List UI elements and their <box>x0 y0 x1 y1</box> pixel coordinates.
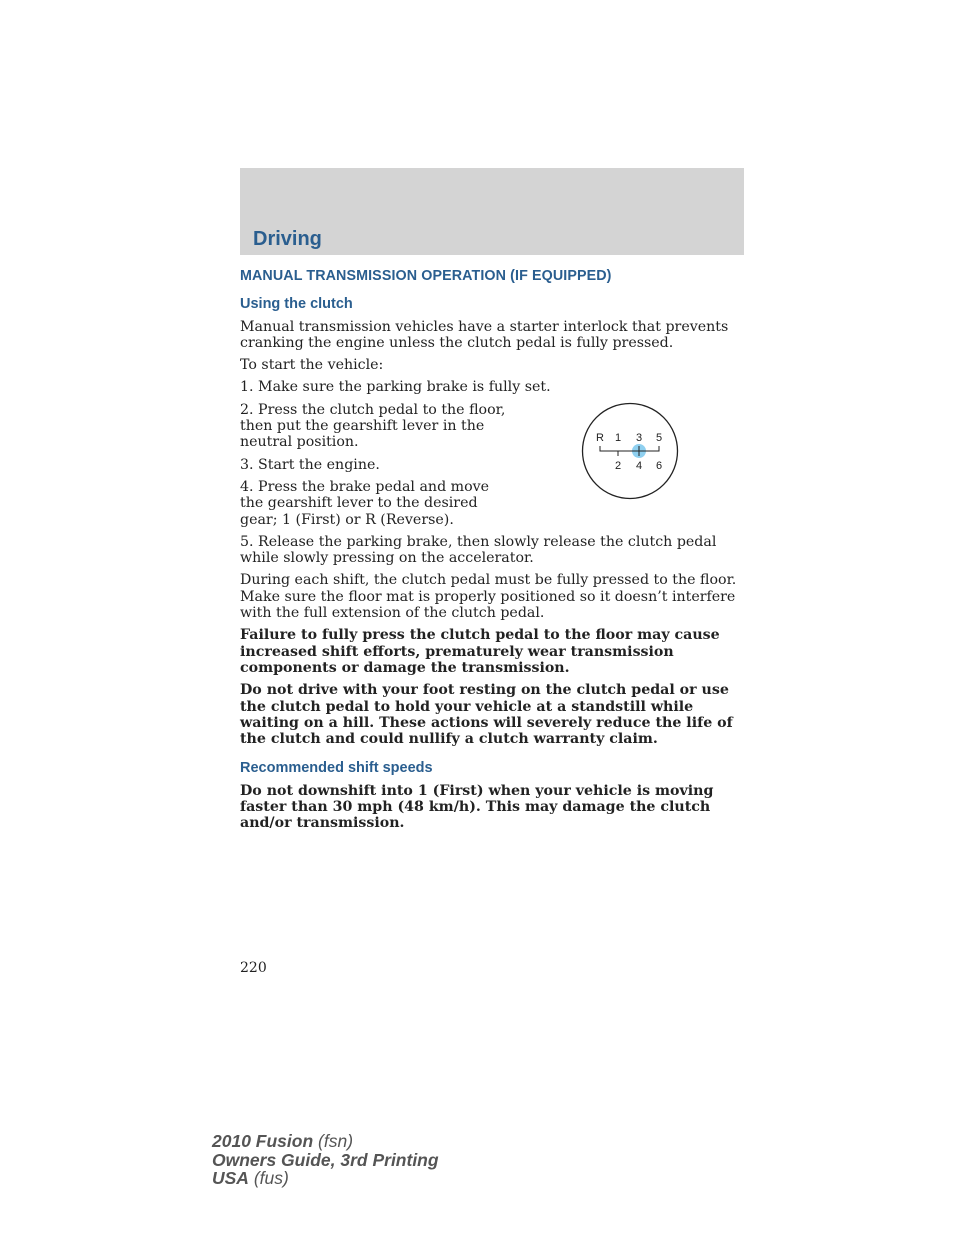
start-label: To start the vehicle: <box>240 357 384 374</box>
warning-clutch-rest: Do not drive with your foot resting on the clutch pedal or use the clutch pedal to hold your vehicle at a standstill while waiting on a hill. These actions will severely reduce the life of the clutch and could nullify a clutch warranty claim. <box>240 682 733 748</box>
section-title: Driving <box>253 228 322 250</box>
subheading-shift-speeds: Recommended shift speeds <box>240 760 433 777</box>
step-4: 4. Press the brake pedal and move the gearshift lever to the desired gear; 1 (First) or R (Reverse). <box>240 478 490 528</box>
document-footer <box>212 1132 439 1188</box>
page-number: 220 <box>240 960 267 976</box>
step-5: 5. Release the parking brake, then slowly release the clutch pedal while slowly pressing on the accelerator. <box>240 533 717 567</box>
gear-label-3: 3 <box>635 431 643 444</box>
footer-line-2: Owners Guide, 3rd Printing <box>212 1149 439 1170</box>
gear-label-2: 2 <box>614 459 622 472</box>
shift-pattern-diagram <box>580 402 680 502</box>
gear-label-1: 1 <box>614 431 622 444</box>
subheading-using-clutch: Using the clutch <box>240 296 353 313</box>
intro-paragraph: Manual transmission vehicles have a starter interlock that prevents cranking the engine unless the clutch pedal is fully pressed. <box>240 318 729 351</box>
warning-clutch-press: Failure to fully press the clutch pedal to the floor may cause increased shift efforts, prematurely wear transmission components or damage the transmission. <box>240 627 720 676</box>
step-3: 3. Start the engine. <box>240 456 380 473</box>
gear-label-6: 6 <box>655 459 663 472</box>
step-1: 1. Make sure the parking brake is fully set. <box>240 379 551 396</box>
gear-label-5: 5 <box>655 431 663 444</box>
step-2: 2. Press the clutch pedal to the floor, then put the gearshift lever in the neutral position. <box>240 401 506 451</box>
gear-label-4: 4 <box>635 459 643 472</box>
steps-with-diagram <box>240 402 745 528</box>
shift-note: During each shift, the clutch pedal must be fully pressed to the floor. Make sure the floor mat is properly positioned so it doesn’t interfere with the full extension of the clutch pedal. <box>240 572 737 622</box>
footer-line-1: 2010 Fusion (fsn) <box>212 1131 354 1151</box>
gear-label-r: R <box>596 431 604 444</box>
footer-line-3: USA (fus) <box>212 1168 289 1188</box>
main-heading: MANUAL TRANSMISSION OPERATION (IF EQUIPPED) <box>240 268 612 284</box>
section-header-band <box>240 168 744 255</box>
warning-downshift: Do not downshift into 1 (First) when your vehicle is moving faster than 30 mph (48 km/h). This may damage the clutch and/or transmission. <box>240 782 714 832</box>
page-content <box>240 266 745 838</box>
